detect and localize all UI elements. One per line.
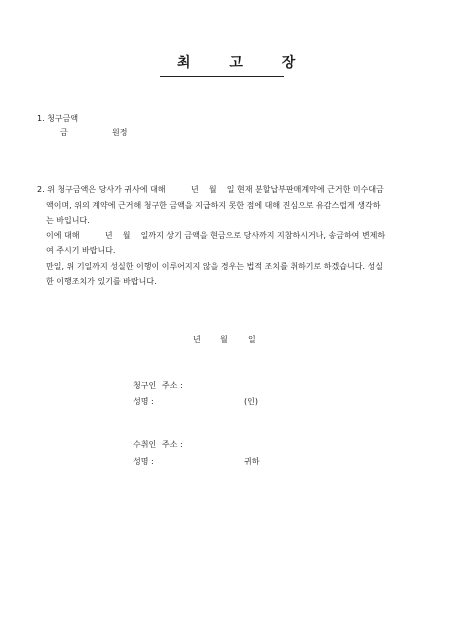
document-title: 최 고 장 bbox=[177, 55, 313, 71]
claimant-seal: (인) bbox=[244, 397, 258, 406]
recipient-address-label: 주소 : bbox=[162, 440, 183, 449]
section1-heading: 1. 청구금액 bbox=[37, 114, 79, 123]
section2-line-5: 여 주시기 바랍니다. bbox=[46, 246, 116, 255]
section2-line-6: 만일, 위 기일까지 성실한 이행이 이루어지지 않을 경우는 법적 조치를 취하기로 하겠습니다. 성실 bbox=[46, 262, 383, 271]
section2-line-2: 액이며, 위의 계약에 근거해 청구한 금액을 지급하지 못한 점에 대해 진심으로 유감스럽게 생각하 bbox=[46, 201, 381, 210]
claimant-label: 청구인 bbox=[133, 381, 157, 390]
date-day: 일 bbox=[248, 335, 256, 344]
section2-line-1: 2. 위 청구금액은 당사가 귀사에 대해 년 월 일 현재 분할납부판매계약에 근거한 미수대금 bbox=[37, 185, 384, 194]
recipient-label: 수취인 bbox=[133, 440, 157, 449]
section2-line-3: 는 바입니다. bbox=[46, 216, 90, 225]
claimant-name-label: 성명 : bbox=[133, 397, 154, 406]
section2-line-7: 한 이행조치가 있기를 바랍니다. bbox=[46, 277, 157, 286]
title-underline bbox=[160, 76, 284, 77]
recipient-honorific: 귀하 bbox=[244, 457, 260, 466]
section2-line-4: 이에 대해 년 월 일까지 상기 금액을 현금으로 당사까지 지참하시거나, 송금하여 변제하 bbox=[46, 231, 386, 240]
date-month: 월 bbox=[220, 335, 228, 344]
amount-prefix: 금 bbox=[60, 128, 68, 137]
claimant-address-label: 주소 : bbox=[162, 381, 183, 390]
document-title-block bbox=[160, 54, 313, 77]
recipient-name-label: 성명 : bbox=[133, 457, 154, 466]
amount-suffix: 원정 bbox=[112, 128, 128, 137]
date-year: 년 bbox=[193, 335, 201, 344]
